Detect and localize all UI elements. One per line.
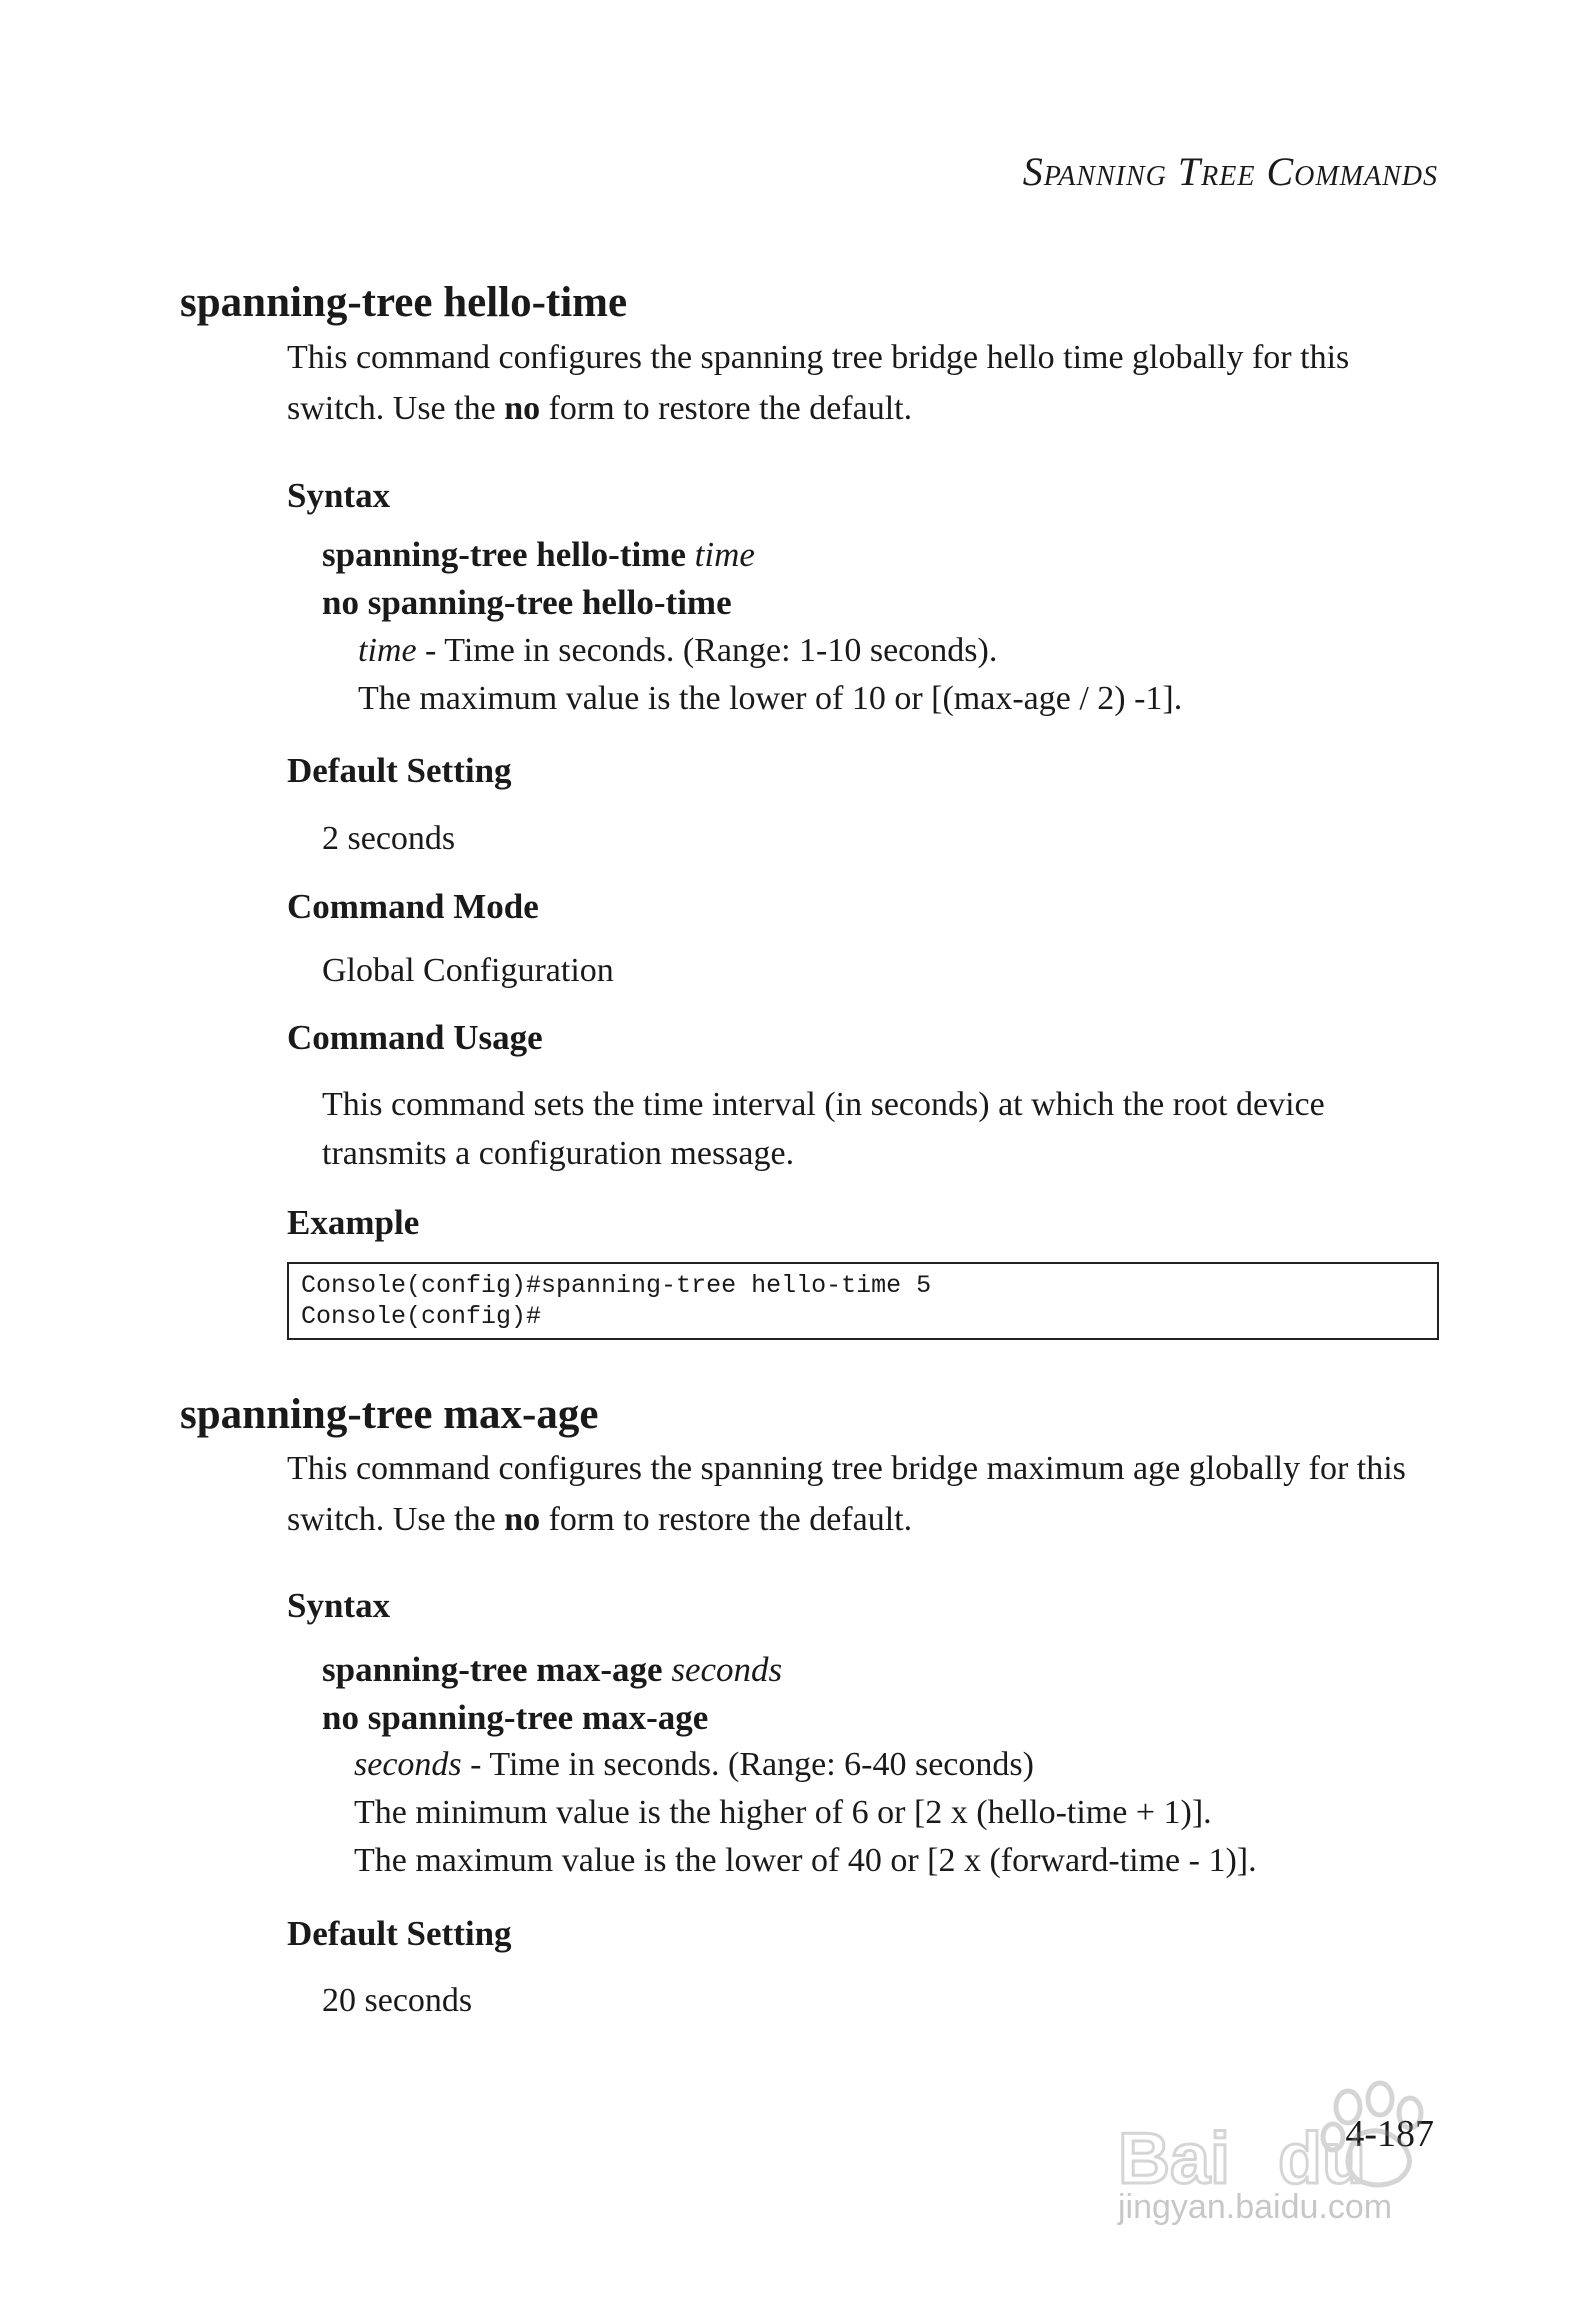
command-usage-heading: Command Usage	[287, 1018, 543, 1057]
parameter-text: - Time in seconds. (Range: 1-10 seconds).	[416, 632, 998, 669]
parameter-description	[358, 632, 997, 670]
watermark-url: jingyan.baidu.com	[1118, 2188, 1393, 2226]
intro-text: form to restore the default.	[540, 390, 913, 427]
parameter-note: The maximum value is the lower of 40 or [2 x (forward-time - 1)].	[354, 1842, 1257, 1879]
default-heading: Default Setting	[287, 751, 512, 790]
code-line: Console(config)#spanning-tree hello-time 5	[301, 1271, 932, 1300]
syntax-argument: seconds	[671, 1650, 783, 1689]
syntax-keyword: spanning-tree max-age	[322, 1650, 663, 1689]
intro-keyword: no	[504, 1501, 541, 1538]
command-usage-text: This command sets the time interval (in seconds) at which the root device transmits a configuration message.	[322, 1086, 1325, 1172]
syntax-command	[322, 1650, 782, 1690]
intro-text: This command configures the spanning tree bridge maximum age globally for this switch. Use the	[287, 1450, 1406, 1538]
svg-text:du: du	[1278, 2119, 1366, 2199]
default-value: 2 seconds	[322, 820, 456, 857]
default-value: 20 seconds	[322, 1982, 473, 2019]
svg-text:Bai: Bai	[1118, 2119, 1231, 2199]
section-title-max-age: spanning-tree max-age	[180, 1391, 599, 1438]
parameter-name: seconds	[354, 1746, 462, 1783]
parameter-note: The maximum value is the lower of 10 or [(max-age / 2) -1].	[358, 680, 1183, 717]
code-line: Console(config)#	[301, 1302, 542, 1331]
syntax-no-command: no spanning-tree hello-time	[322, 583, 732, 622]
intro-text: This command configures the spanning tree bridge hello time globally for this switch. Use the	[287, 339, 1350, 427]
syntax-no-command: no spanning-tree max-age	[322, 1698, 709, 1737]
syntax-keyword: spanning-tree hello-time	[322, 535, 686, 574]
syntax-heading: Syntax	[287, 476, 391, 515]
intro-keyword: no	[504, 390, 541, 427]
example-heading: Example	[287, 1203, 420, 1242]
parameter-text: - Time in seconds. (Range: 6-40 seconds)	[461, 1746, 1034, 1783]
command-mode-value: Global Configuration	[322, 952, 614, 989]
syntax-heading: Syntax	[287, 1586, 391, 1625]
page-number: 4-187	[1345, 2113, 1434, 2155]
intro-text: form to restore the default.	[540, 1501, 913, 1538]
example-code-block	[287, 1262, 1439, 1340]
parameter-description	[354, 1746, 1034, 1784]
syntax-command	[322, 535, 755, 575]
parameter-name: time	[358, 632, 417, 669]
intro-paragraph	[287, 1443, 1447, 1545]
parameter-note: The minimum value is the higher of 6 or [2 x (hello-time + 1)].	[354, 1794, 1212, 1831]
command-mode-heading: Command Mode	[287, 887, 539, 926]
running-head: Spanning Tree Commands	[1022, 149, 1438, 194]
default-heading: Default Setting	[287, 1914, 512, 1953]
section-title-hello-time: spanning-tree hello-time	[180, 279, 628, 326]
intro-paragraph	[287, 332, 1447, 434]
syntax-argument: time	[694, 535, 755, 574]
